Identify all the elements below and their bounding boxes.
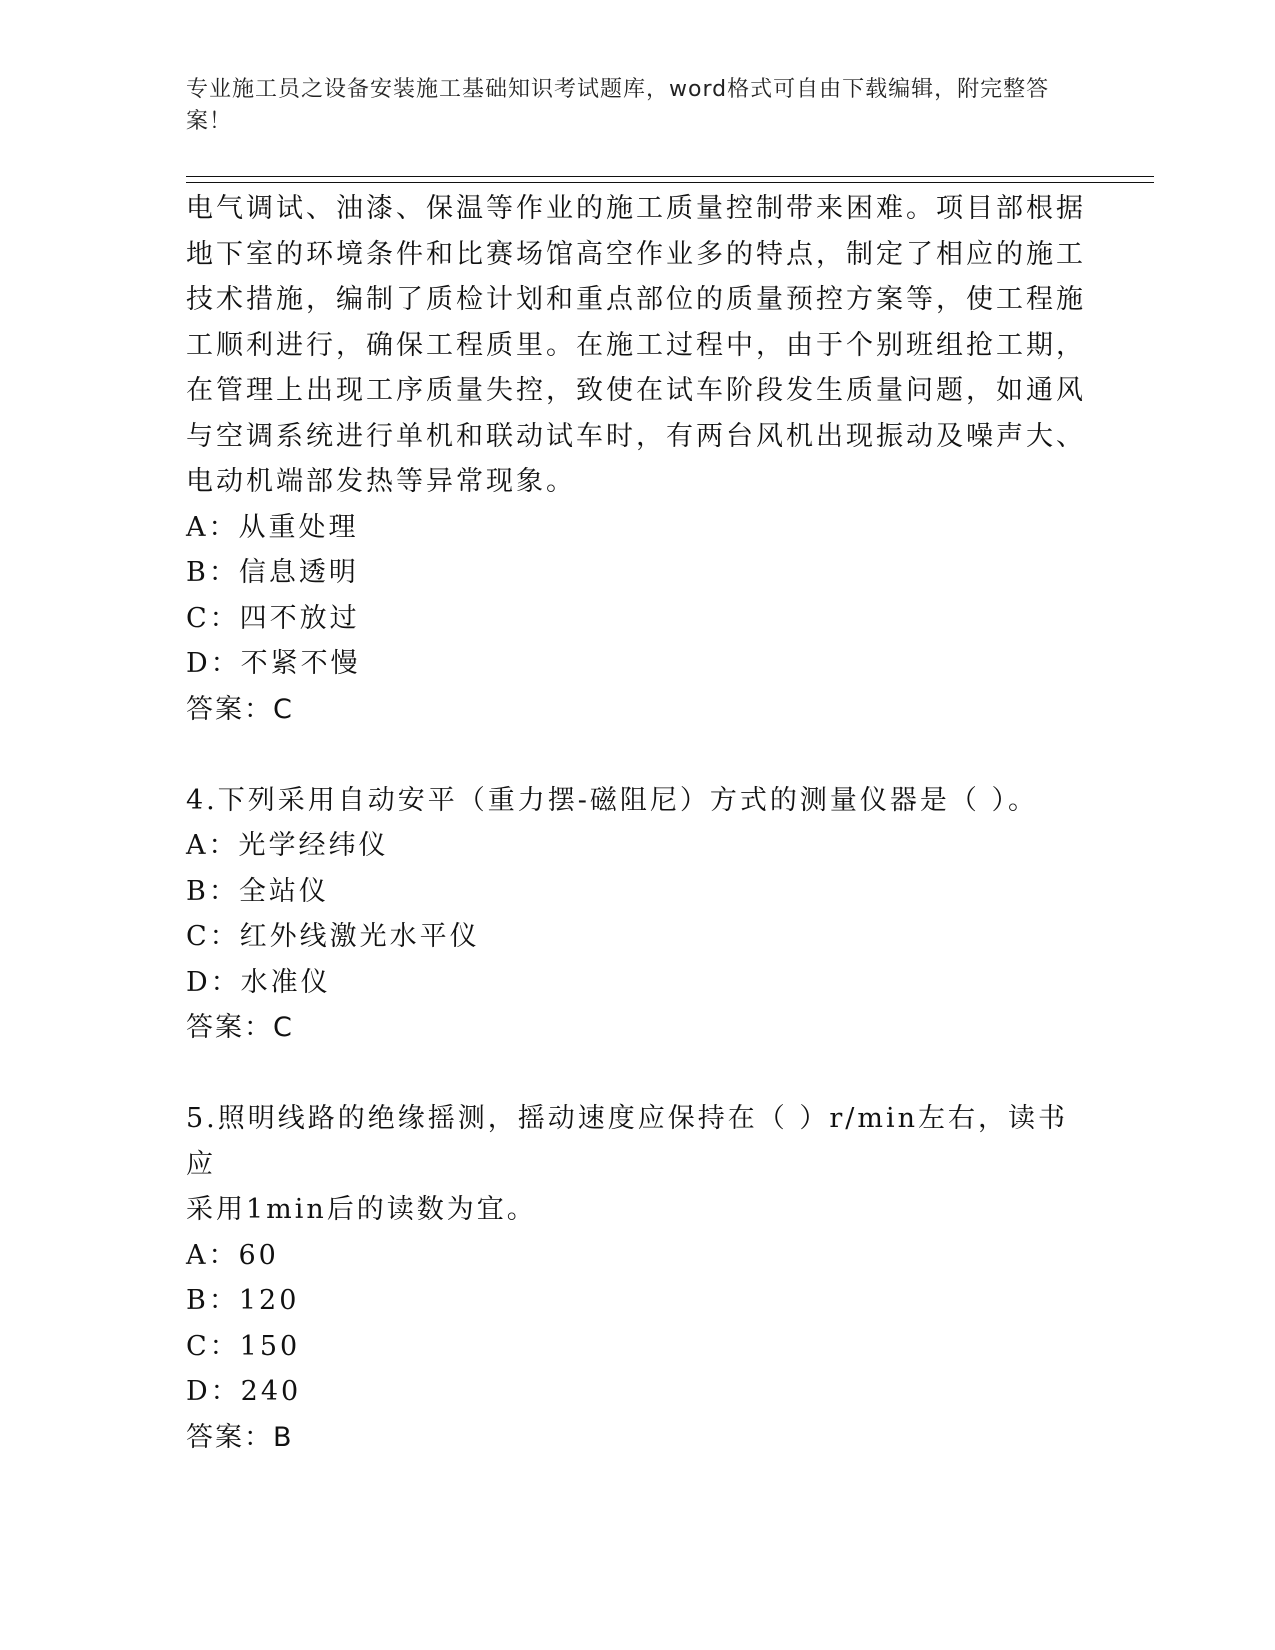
answer-line: 答案：C — [186, 693, 294, 725]
option-a: A：从重处理 — [186, 511, 359, 543]
option-d: D：240 — [186, 1376, 302, 1407]
option-a: A：光学经纬仪 — [186, 830, 389, 861]
spacer — [186, 732, 1086, 778]
question-text-line: 技术措施，编制了质检计划和重点部位的质量预控方案等，使工程施 — [186, 284, 1086, 315]
document-body — [186, 186, 1086, 1460]
question-continuation — [186, 186, 1086, 732]
question-4 — [186, 778, 1086, 1051]
question-text-line: 4.下列采用自动安平（重力摆-磁阻尼）方式的测量仪器是（ ）。 — [186, 784, 1038, 816]
option-a: A：60 — [186, 1239, 279, 1271]
spacer — [186, 1051, 1086, 1097]
document-header: 专业施工员之设备安装施工基础知识考试题库，word格式可自由下载编辑，附完整答案！ — [186, 77, 1050, 134]
option-d: D：不紧不慢 — [186, 648, 361, 679]
header-divider-top — [186, 176, 1154, 177]
question-text-line: 在管理上出现工序质量失控，致使在试车阶段发生质量问题，如通风 — [186, 375, 1086, 406]
question-text-line: 工顺利进行，确保工程质里。在施工过程中，由于个别班组抢工期， — [186, 329, 1086, 361]
option-d: D：水准仪 — [186, 966, 331, 998]
option-c: C：150 — [186, 1330, 301, 1362]
option-b: B：信息透明 — [186, 557, 359, 588]
option-b: B：全站仪 — [186, 875, 329, 907]
question-text-line: 采用1min后的读数为宜。 — [186, 1194, 537, 1225]
question-text-line: 电气调试、油漆、保温等作业的施工质量控制带来困难。项目部根据 — [186, 193, 1086, 224]
header-divider-bottom — [186, 182, 1154, 183]
question-text-line: 5.照明线路的绝缘摇测，摇动速度应保持在（ ）r/min左右，读书应 — [186, 1103, 1068, 1180]
question-5 — [186, 1096, 1086, 1460]
answer-line: 答案：C — [186, 1012, 294, 1043]
option-c: C：四不放过 — [186, 602, 360, 634]
option-b: B：120 — [186, 1285, 300, 1316]
answer-line: 答案：B — [186, 1421, 294, 1453]
question-text-line: 与空调系统进行单机和联动试车时，有两台风机出现振动及噪声大、 — [186, 420, 1086, 452]
option-c: C：红外线激光水平仪 — [186, 921, 480, 952]
question-text-line: 电动机端部发热等异常现象。 — [186, 466, 576, 497]
question-text-line: 地下室的环境条件和比赛场馆高空作业多的特点，制定了相应的施工 — [186, 238, 1086, 270]
